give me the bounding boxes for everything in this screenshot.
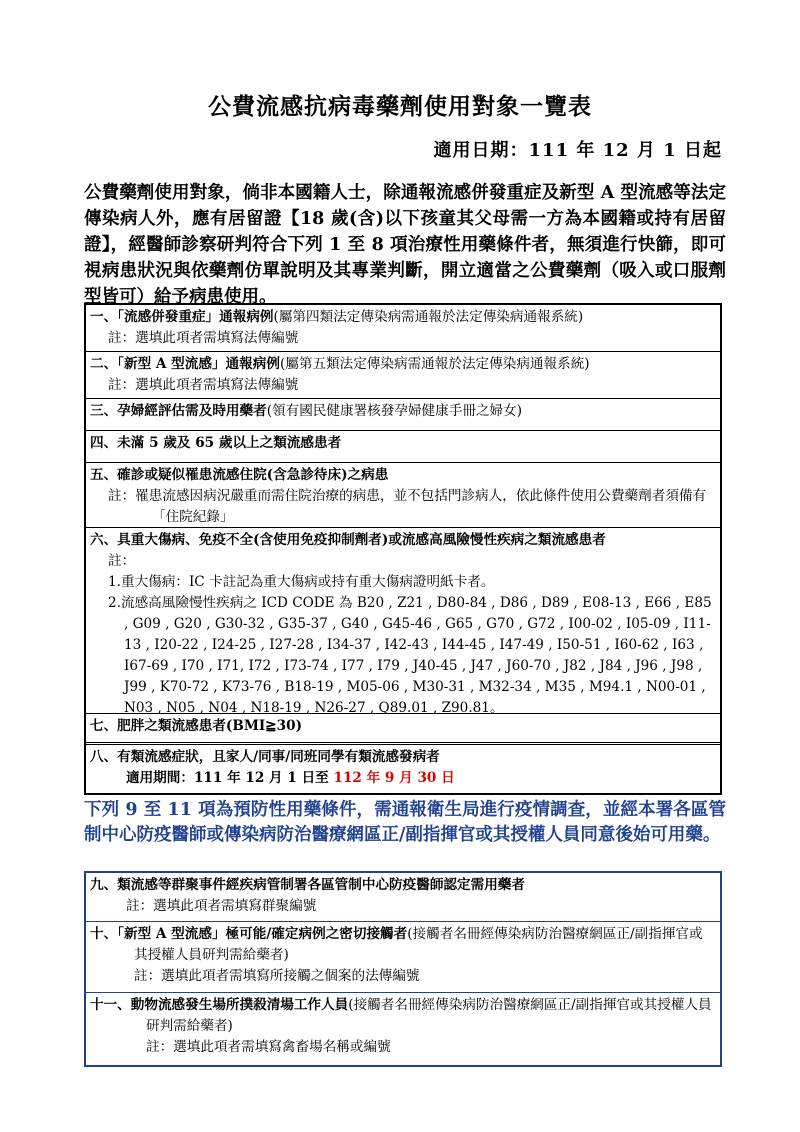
criteria-note: 註：選填此項者需填寫所接觸之個案的法傳編號 bbox=[134, 968, 420, 984]
criteria-row-6 bbox=[86, 528, 720, 714]
criteria-head: 九、類流感等群聚事件經疾病管制署各區管制中心防疫醫師認定需用藥者 bbox=[90, 877, 525, 893]
criteria-head: 十一、動物流感發生場所撲殺清場工作人員 bbox=[90, 997, 349, 1013]
criteria-head: 五、確診或疑似罹患流感住院(含急診待床)之病患 bbox=[90, 467, 389, 483]
period-end: 112 年 9 月 30 日 bbox=[333, 770, 455, 786]
criteria-head: 二、「新型 A 型流感」通報病例 bbox=[90, 356, 280, 372]
criteria-sub: (屬第五類法定傳染病需通報於法定傳染病通報系統) bbox=[279, 356, 590, 372]
criteria-row-2 bbox=[86, 352, 720, 399]
criteria-note-1: 1.重大傷病：IC 卡註記為重大傷病或持有重大傷病證明紙卡者。 bbox=[108, 574, 495, 590]
criteria-sub: (接觸者名冊經傳染病防治醫療網區正/副指揮官或其授權人員研判需給藥者) bbox=[134, 926, 703, 963]
criteria-row-1 bbox=[86, 305, 720, 352]
criteria-note: 註：選填此項者需填寫法傳編號 bbox=[108, 330, 299, 346]
criteria-head: 八、有類流感症狀，且家人/同事/同班同學有類流感發病者 bbox=[90, 749, 440, 765]
criteria-row-3 bbox=[86, 399, 720, 431]
preventive-intro: 下列 9 至 11 項為預防性用藥條件，需通報衛生局進行疫情調查，並經本署各區管制中心防疫醫師或傳染病防治醫療網區正/副指揮官或其授權人員同意後始可用藥。 bbox=[84, 800, 726, 845]
page-title: 公費流感抗病毒藥劑使用對象一覽表 bbox=[208, 93, 592, 120]
criteria-note: 註：罹患流感因病況嚴重而需住院治療的病患，並不包括門診病人，依此條件使用公費藥劑者須備有「住院紀錄」 bbox=[108, 488, 707, 525]
criteria-sub: (領有國民健康署核發孕婦健康手冊之婦女) bbox=[266, 403, 523, 419]
criteria-head: 七、肥胖之類流感患者(BMI≧30) bbox=[90, 718, 303, 734]
criteria-row-11 bbox=[86, 993, 720, 1065]
criteria-head: 六、具重大傷病、免疫不全(含使用免疫抑制劑者)或流感高風險慢性疾病之類流感患者 bbox=[90, 532, 606, 548]
criteria-note: 註：選填此項者需填寫群聚編號 bbox=[126, 898, 317, 914]
criteria-sub: (屬第四類法定傳染病需通報於法定傳染病通報系統) bbox=[273, 309, 584, 325]
effective-date: 適用日期：111 年 12 月 1 日起 bbox=[433, 140, 722, 161]
criteria-head: 十、「新型 A 型流感」極可能/確定病例之密切接觸者 bbox=[90, 926, 408, 942]
criteria-row-9 bbox=[86, 873, 720, 922]
criteria-row-8 bbox=[86, 745, 720, 793]
criteria-note-2: 2.流感高風險慢性疾病之 ICD CODE 為 B20 , Z21 , D80-84 , D86 , D89 , E08-13 , E66 , E85 , G09 , G20 , G30-32 , G35-37 , G40 , G45-46 , G65 , G70 , G72 , I00-02 , I05-09 , I11-13 , I20-22 , I24-25 , I27-28 , I34-37 , I42-43 , I44-45 , I47-49 , I50-51 , I60-62 , I63 , I67-69 , I70 , I71, I72 , I73-74 , I77 , I79 , J40-45 , J47 , J60-70 , J82 , J84 , J96 , J98 , J99 , K70-72 , K73-76 , B18-19 , M05-06 , M30-31 , M32-34 , M35 , M94.1 , N00-01 , N03 , N05 , N04 , N18-19 , N26-27 , Q89.01 , Z90.81。 bbox=[108, 595, 712, 716]
criteria-row-4 bbox=[86, 431, 720, 463]
criteria-head: 三、孕婦經評估需及時用藥者 bbox=[90, 403, 267, 419]
criteria-head: 一、「流感併發重症」通報病例 bbox=[90, 309, 274, 325]
criteria-note: 註：選填此項者需填寫禽畜場名稱或編號 bbox=[146, 1039, 391, 1055]
criteria-row-5 bbox=[86, 463, 720, 528]
preventive-criteria-table bbox=[84, 871, 722, 1067]
criteria-row-10 bbox=[86, 922, 720, 993]
criteria-note-label: 註： bbox=[108, 553, 136, 569]
criteria-sub: (接觸者名冊經傳染病防治醫療網區正/副指揮官或其授權人員研判需給藥者) bbox=[146, 997, 712, 1034]
intro-paragraph: 公費藥劑使用對象，倘非本國籍人士，除通報流感併發重症及新型 A 型流感等法定傳染病人外，應有居留證【18 歲(含)以下孩童其父母需一方為本國籍或持有居留證】，經醫師診察研判符合下列 1 至 8 項治療性用藥條件者，無須進行快篩，即可視病患狀況與依藥劑仿單說明及其專業判斷，開立適當之公費藥劑（吸入或口服劑型皆可）給予病患使用。 bbox=[84, 183, 726, 307]
period-label: 適用期間：111 年 12 月 1 日至 bbox=[126, 770, 334, 786]
criteria-note: 註：選填此項者需填寫法傳編號 bbox=[108, 377, 299, 393]
treatment-criteria-table bbox=[84, 303, 722, 795]
criteria-head: 四、未滿 5 歲及 65 歲以上之類流感患者 bbox=[90, 435, 342, 451]
